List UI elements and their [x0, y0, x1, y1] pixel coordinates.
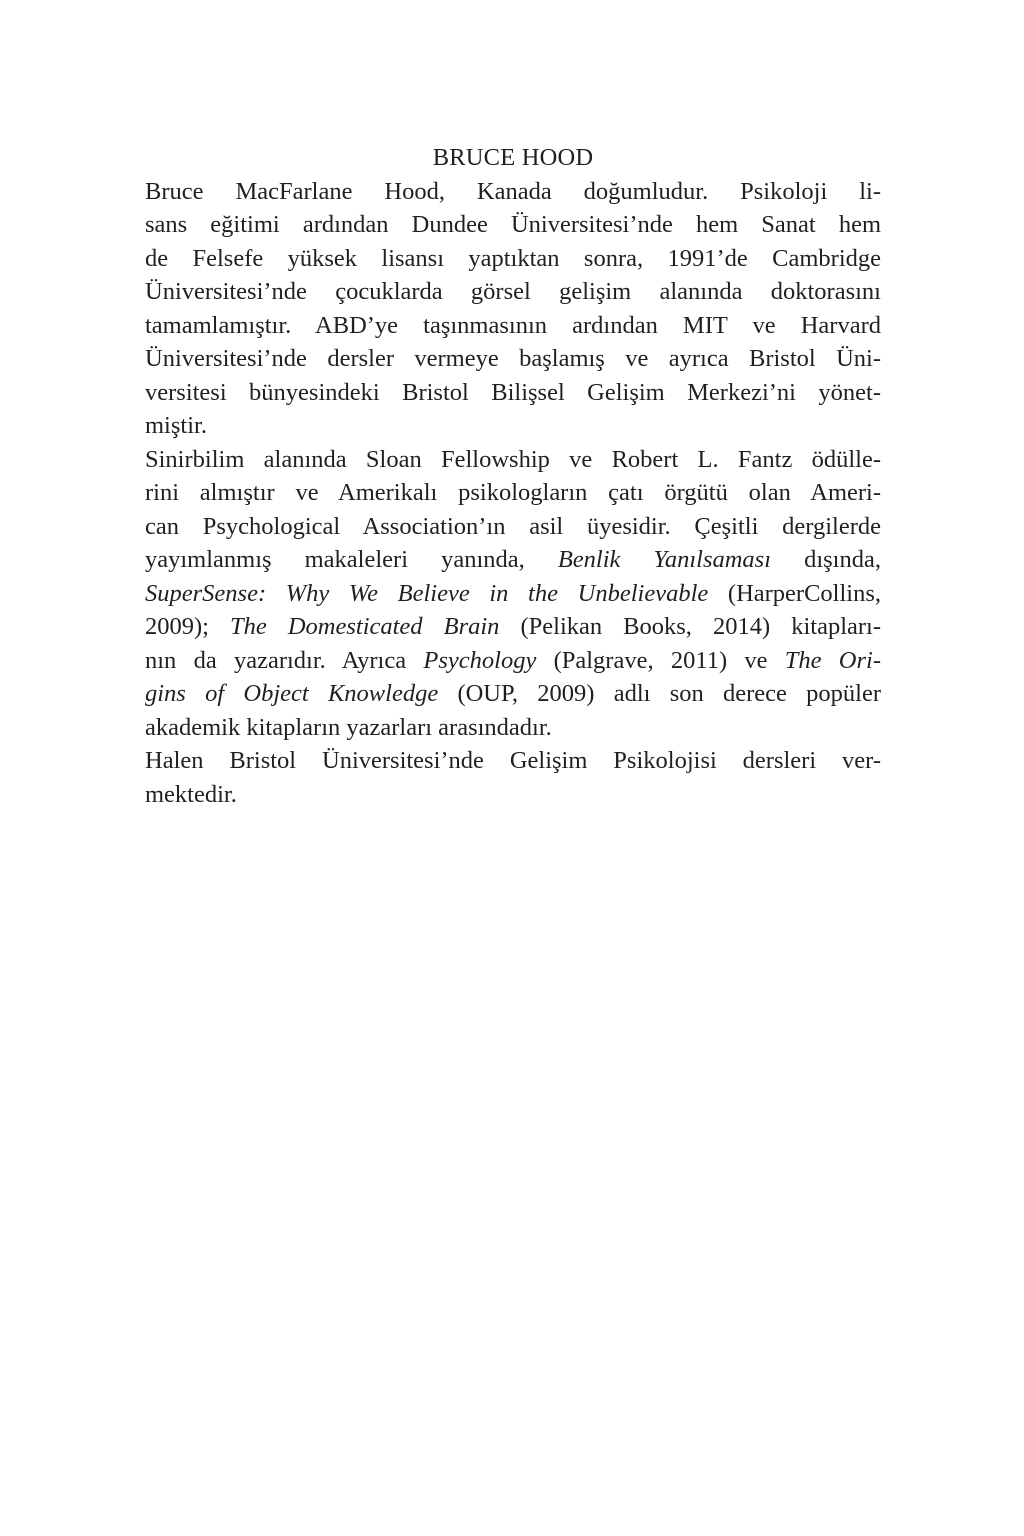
text-line [145, 677, 881, 711]
text-run: (OUP, 2009) adlı son derece popüler [438, 680, 881, 707]
text-line: sans eğitimi ardından Dundee Üniversitesi’nde hem Sanat hem [145, 211, 881, 238]
text-line: miştir. [145, 412, 207, 439]
text-line: de Felsefe yüksek lisansı yaptıktan sonra, 1991’de Cambridge [145, 244, 881, 272]
bio-paragraph-3 [145, 744, 881, 811]
text-line: Halen Bristol Üniversitesi’nde Gelişim Psikolojisi dersleri ver- [145, 747, 881, 774]
text-line [145, 610, 881, 644]
book-title: Psychology [423, 646, 537, 674]
text-line: Üniversitesi’nde dersler vermeye başlamış ve ayrıca Bristol Üni- [145, 345, 881, 372]
text-line [145, 543, 881, 577]
author-heading: BRUCE HOOD [432, 144, 594, 171]
text-line [145, 577, 881, 611]
text-line: rini almıştır ve Amerikalı psikologların çatı örgütü olan Ameri- [145, 479, 881, 506]
text-run: yayımlanmış makaleleri yanında, [145, 546, 558, 573]
text-line: mektedir. [145, 780, 237, 808]
text-run: nın da yazarıdır. Ayrıca [145, 646, 424, 674]
text-line [145, 644, 881, 678]
author-bio [145, 141, 881, 811]
text-line: Sinirbilim alanında Sloan Fellowship ve Robert L. Fantz ödülle- [145, 445, 881, 473]
text-run: (Palgrave, 2011) ve [536, 646, 785, 674]
book-title: gins of Object Knowledge [145, 680, 439, 707]
text-line: Bruce MacFarlane Hood, Kanada doğumludur. Psikoloji li- [145, 177, 881, 205]
book-title: SuperSense: Why We Believe in the Unbelievable [145, 579, 709, 607]
bio-paragraph-1 [145, 175, 881, 443]
text-run: 2009); [145, 613, 231, 640]
book-title: The Domesticated Brain [230, 613, 500, 640]
book-title: Benlik Yanılsaması [557, 546, 772, 573]
text-line: akademik kitapların yazarları arasındadır. [145, 713, 552, 741]
book-title: The Ori- [784, 646, 881, 674]
text-run: (HarperCollins, [708, 579, 882, 607]
text-run: (Pelikan Books, 2014) kitapları- [499, 613, 881, 640]
text-line: versitesi bünyesindeki Bristol Bilişsel Gelişim Merkezi’ni yönet- [145, 378, 881, 406]
text-line: Üniversitesi’nde çocuklarda görsel gelişim alanında doktorasını [145, 278, 881, 305]
text-run: dışında, [771, 546, 881, 573]
text-line: can Psychological Association’ın asil üyesidir. Çeşitli dergilerde [145, 512, 881, 540]
bio-paragraph-2 [145, 443, 881, 745]
text-line: tamamlamıştır. ABD’ye taşınmasının ardından MIT ve Harvard [145, 311, 881, 339]
